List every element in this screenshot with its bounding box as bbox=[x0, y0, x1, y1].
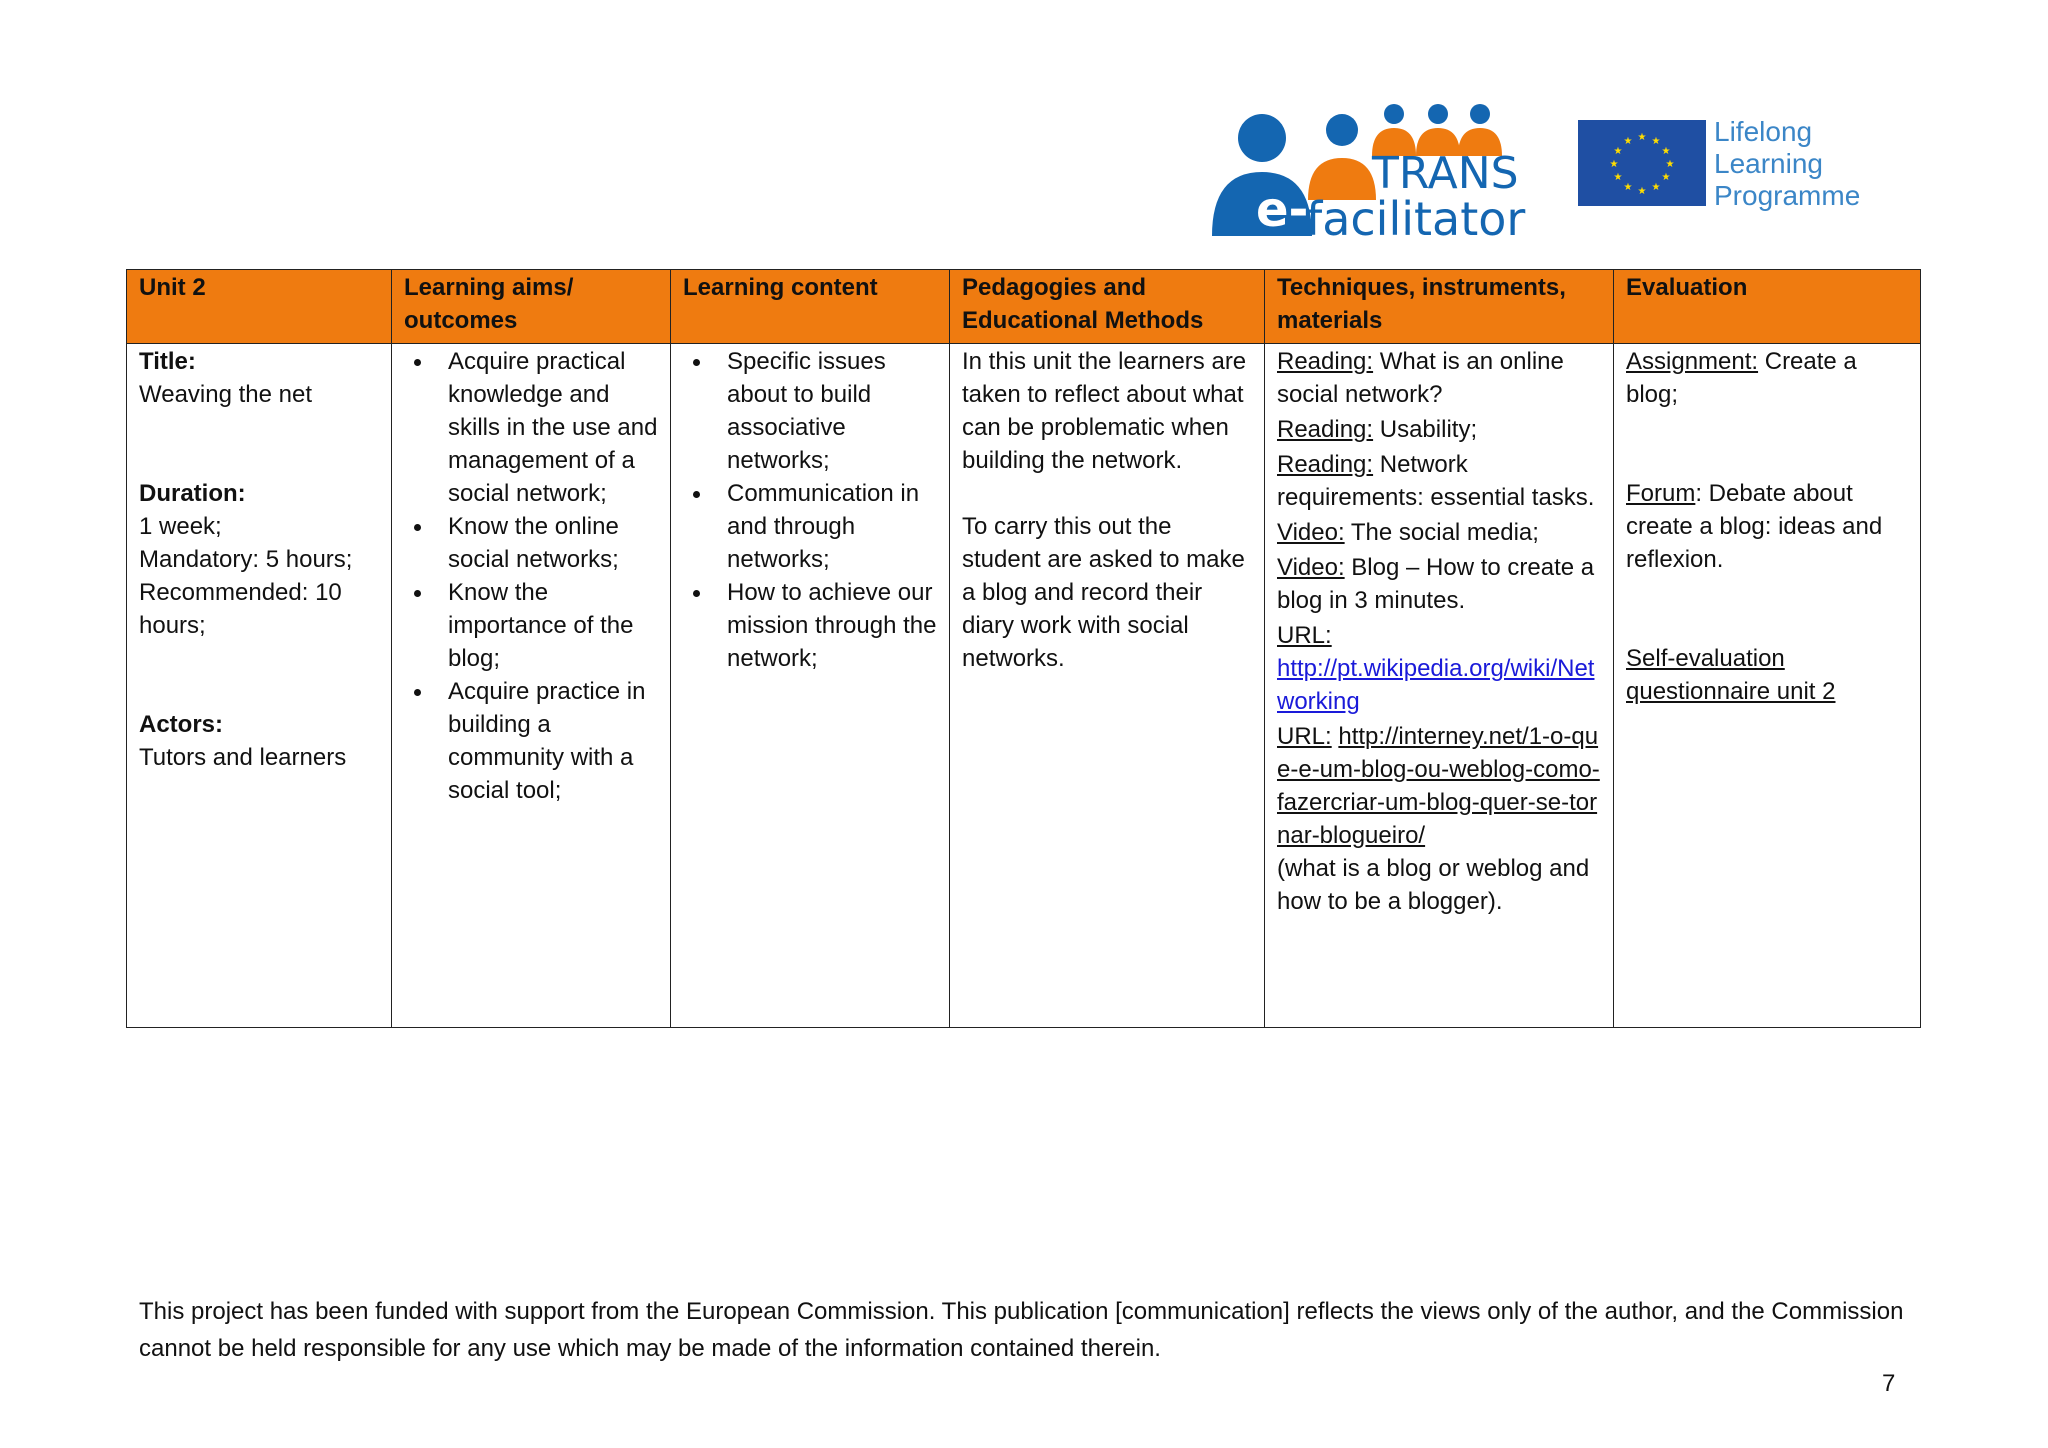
evaluation-label: Self-evaluation questionnaire unit 2 bbox=[1626, 645, 1836, 705]
unit-cell bbox=[127, 344, 392, 1028]
url-item bbox=[1277, 720, 1601, 918]
material-label: Video: bbox=[1277, 519, 1345, 546]
svg-text:★: ★ bbox=[1623, 182, 1633, 193]
wikipedia-networking-link[interactable]: http://pt.wikipedia.org/wiki/Networking bbox=[1277, 655, 1595, 715]
pedagogies-paragraph: In this unit the learners are taken to reflect about what can be problematic when building the network. bbox=[962, 348, 1247, 474]
svg-text:★: ★ bbox=[1613, 146, 1623, 157]
techniques-cell bbox=[1265, 344, 1614, 1028]
header-unit: Unit 2 bbox=[127, 270, 392, 344]
material-item bbox=[1277, 345, 1601, 411]
list-item: Know the online social networks; bbox=[448, 510, 658, 576]
list-item: Specific issues about to build associative networks; bbox=[727, 345, 937, 477]
header-techniques: Techniques, instruments, materials bbox=[1265, 270, 1614, 344]
logo-word-trans: TRANS bbox=[1372, 148, 1519, 199]
table-header-row bbox=[127, 270, 1921, 344]
evaluation-cell bbox=[1614, 344, 1921, 1028]
material-text: Network requirements: essential tasks. bbox=[1277, 451, 1595, 511]
header-pedagogies: Pedagogies and Educational Methods bbox=[950, 270, 1265, 344]
evaluation-text: : Debate about create a blog: ideas and reflexion. bbox=[1626, 480, 1883, 573]
material-item bbox=[1277, 551, 1601, 617]
svg-text:★: ★ bbox=[1637, 132, 1647, 143]
svg-text:★: ★ bbox=[1661, 146, 1671, 157]
llp-line: Learning bbox=[1714, 148, 1823, 179]
pedagogies-paragraph: To carry this out the student are asked to make a blog and record their diary work with social networks. bbox=[962, 513, 1245, 672]
funding-disclaimer: This project has been funded with support from the European Commission. This publication [communication] reflects the views only of the author, and the Commission cannot be held responsible for any use which may be made of the information contained therein. bbox=[139, 1298, 1904, 1362]
duration-label: Duration: bbox=[139, 480, 246, 507]
svg-text:★: ★ bbox=[1651, 182, 1661, 193]
url-item bbox=[1277, 619, 1601, 718]
unit-table bbox=[126, 269, 1921, 1028]
llp-line: Programme bbox=[1714, 180, 1861, 211]
svg-text:★: ★ bbox=[1609, 159, 1619, 170]
unit-title: Weaving the net bbox=[139, 381, 313, 408]
material-label: Reading: bbox=[1277, 348, 1374, 375]
eu-flag-icon bbox=[1578, 120, 1706, 206]
logo-word-e: e- bbox=[1256, 182, 1309, 238]
actors-value: Tutors and learners bbox=[139, 744, 347, 771]
list-item: Communication in and through networks; bbox=[727, 477, 937, 576]
lifelong-learning-programme-logo bbox=[1578, 118, 1888, 214]
llp-line: Lifelong bbox=[1714, 116, 1813, 147]
material-item bbox=[1277, 413, 1601, 446]
svg-text:★: ★ bbox=[1623, 136, 1633, 147]
material-text: The social media; bbox=[1344, 519, 1539, 546]
pedagogies-cell bbox=[950, 344, 1265, 1028]
learning-aims-list bbox=[404, 345, 658, 807]
material-label: Reading: bbox=[1277, 451, 1374, 478]
page-number: 7 bbox=[1882, 1370, 1896, 1397]
trans-e-facilitator-logo bbox=[1212, 100, 1526, 246]
material-text: What is an online social network? bbox=[1277, 348, 1564, 408]
actors-label: Actors: bbox=[139, 711, 224, 738]
evaluation-item bbox=[1626, 642, 1908, 708]
list-item: Acquire practice in building a community with a social tool; bbox=[448, 675, 658, 807]
header-evaluation: Evaluation bbox=[1614, 270, 1921, 344]
svg-text:★: ★ bbox=[1637, 186, 1647, 197]
material-label: Video: bbox=[1277, 554, 1345, 581]
header-learning-content: Learning content bbox=[671, 270, 950, 344]
llp-wordmark bbox=[1714, 116, 1860, 212]
material-text: Blog – How to create a blog in 3 minutes. bbox=[1277, 554, 1595, 614]
learning-content-cell bbox=[671, 344, 950, 1028]
list-item: Acquire practical knowledge and skills in the use and management of a social network; bbox=[448, 345, 658, 510]
svg-text:★: ★ bbox=[1651, 136, 1661, 147]
duration-line: Recommended: 10 hours; bbox=[139, 579, 342, 639]
material-text: Usability; bbox=[1373, 416, 1478, 443]
list-item: How to achieve our mission through the network; bbox=[727, 576, 937, 675]
evaluation-text: Create a blog; bbox=[1626, 348, 1857, 408]
list-item: Know the importance of the blog; bbox=[448, 576, 658, 675]
material-label: Reading: bbox=[1277, 416, 1374, 443]
svg-text:★: ★ bbox=[1613, 172, 1623, 183]
duration-line: Mandatory: 5 hours; bbox=[139, 546, 353, 573]
url-label: URL: bbox=[1277, 723, 1332, 750]
material-item bbox=[1277, 516, 1601, 549]
header-learning-aims: Learning aims/ outcomes bbox=[392, 270, 671, 344]
evaluation-label: Assignment: bbox=[1626, 348, 1759, 375]
svg-text:★: ★ bbox=[1665, 159, 1675, 170]
learning-content-list bbox=[683, 345, 937, 675]
logo-word-facilitator: facilitator bbox=[1306, 192, 1526, 246]
evaluation-item bbox=[1626, 477, 1908, 576]
learning-aims-cell bbox=[392, 344, 671, 1028]
evaluation-label: Forum bbox=[1626, 480, 1696, 507]
duration-line: 1 week; bbox=[139, 513, 222, 540]
evaluation-item bbox=[1626, 345, 1908, 411]
svg-text:★: ★ bbox=[1661, 172, 1671, 183]
table-row bbox=[127, 344, 1921, 1028]
interney-blog-link[interactable]: http://interney.net/1-o-que-e-um-blog-ou-weblog-como-fazercriar-um-blog-quer-se-tornar-blogueiro/ bbox=[1277, 723, 1600, 849]
url-note: (what is a blog or weblog and how to be a blogger). bbox=[1277, 855, 1590, 915]
title-label: Title: bbox=[139, 348, 196, 375]
url-label: URL: bbox=[1277, 622, 1332, 649]
material-item bbox=[1277, 448, 1601, 514]
